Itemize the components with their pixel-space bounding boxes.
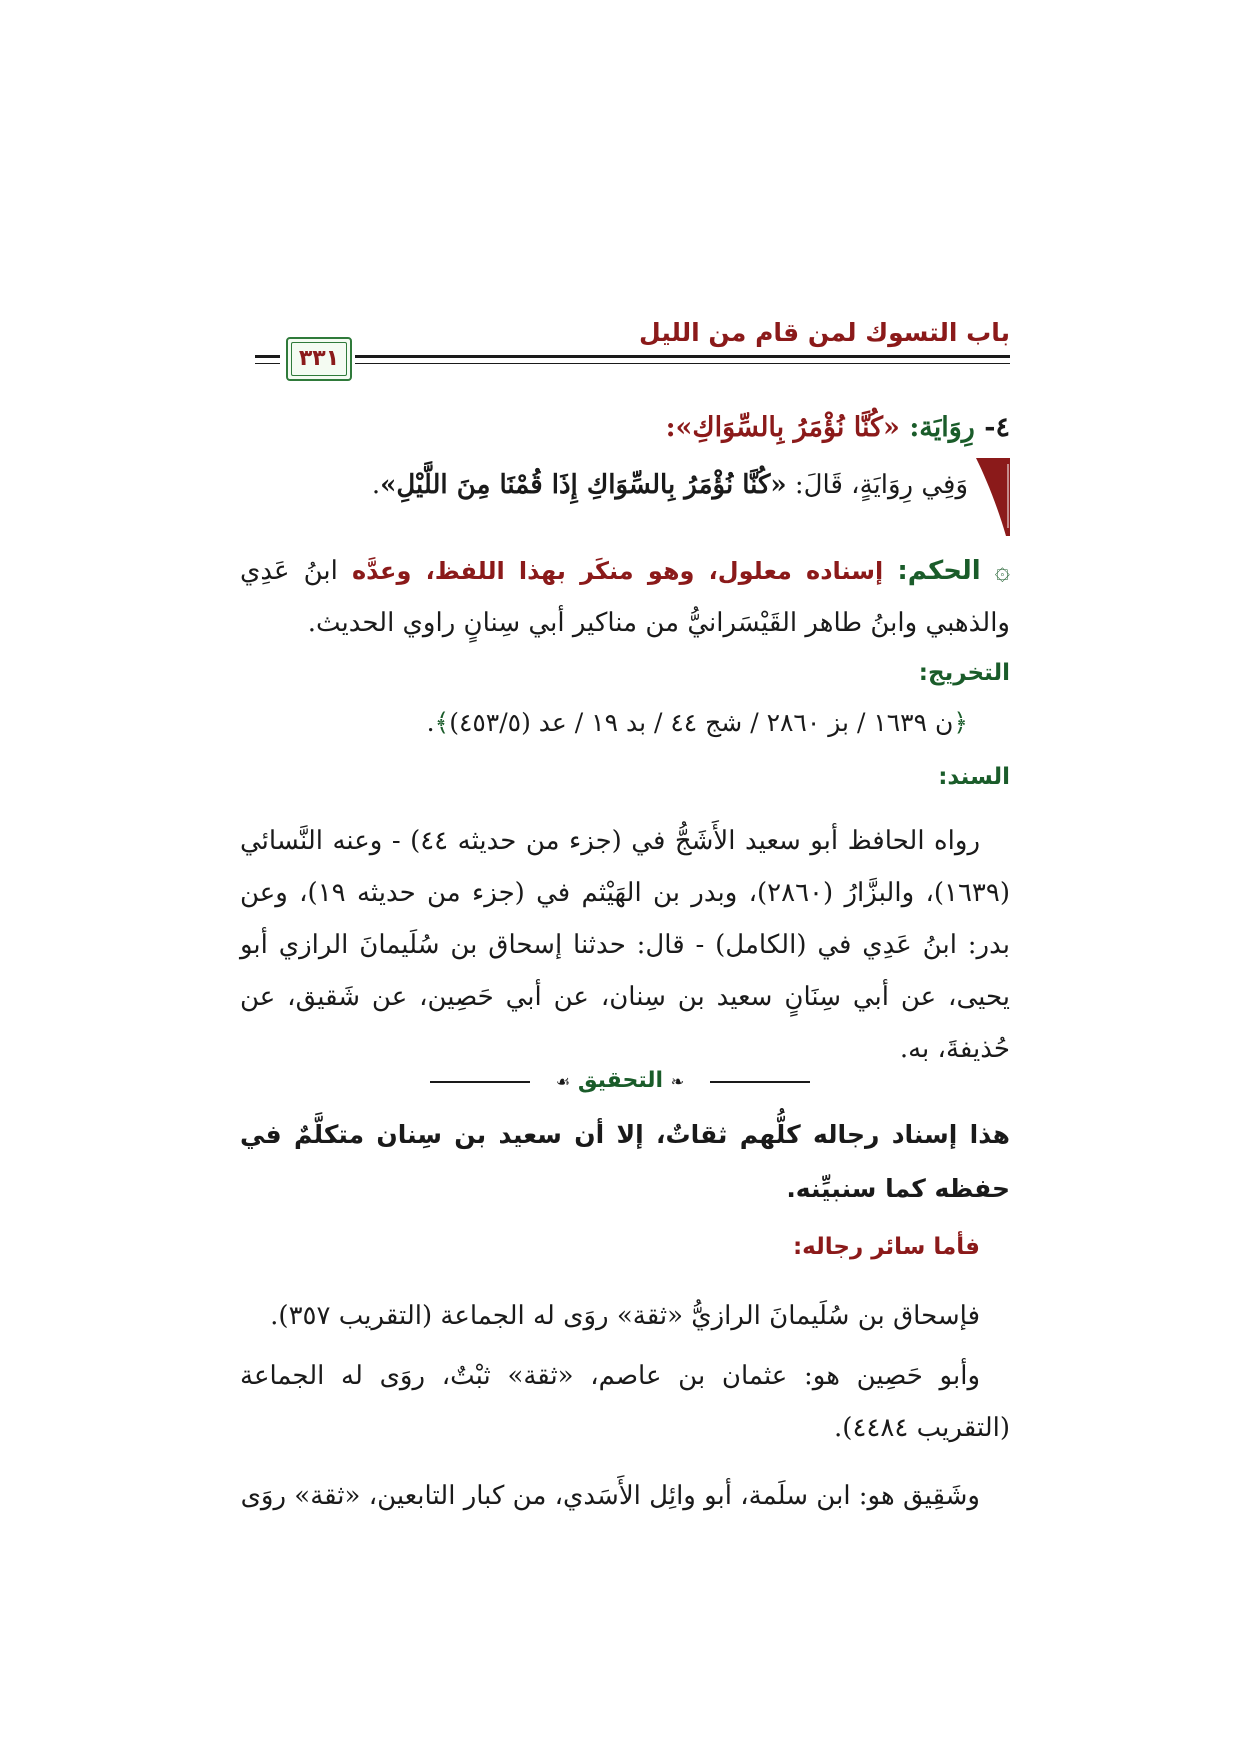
- tahqiq-paragraph: هذا إسناد رجاله كلُّهم ثقاتٌ، إلا أن سعيد بن سِنان متكلَّمٌ في حفظه كما سنبيِّنه.: [240, 1120, 1010, 1203]
- hukm-verdict: إسناده معلول، وهو منكَر بهذا اللفظ، وعدَّه: [352, 557, 884, 585]
- sanad-heading: السند:: [938, 764, 1010, 790]
- divider-line-right: [710, 1081, 810, 1083]
- section-quote: «كُنَّا نُؤْمَرُ بِالسِّوَاكِ»:: [665, 412, 900, 443]
- rijal-heading: [240, 1230, 1010, 1264]
- flower-ornament-icon: ۞: [994, 556, 1010, 586]
- takhrij-end: .: [426, 708, 435, 737]
- rijal-heading-text: فأما سائر رجاله:: [792, 1234, 980, 1260]
- rijal-paragraph-1: [240, 1290, 1010, 1342]
- sanad-paragraph: [240, 815, 1010, 1075]
- takhrij-heading: التخريج:: [918, 660, 1010, 686]
- running-header-title: باب التسوك لمن قام من الليل: [639, 318, 1010, 347]
- rijal-text-3: وشَقِيق هو: ابن سلَمة، أبو وائِل الأَسَدي، من كبار التابعين، «ثقة» روَى: [240, 1481, 980, 1511]
- header-rule-thick: [355, 355, 1010, 358]
- section-number: ٤-: [984, 412, 1010, 443]
- hukm-rest: ابنُ عَدِي والذهبي وابنُ طاهر القَيْسَرانيُّ من مناكير أبي سِنانٍ راوي الحديث.: [240, 556, 1010, 638]
- riwaya-quote: «كُنَّا نُؤْمَرُ بِالسِّوَاكِ إِذَا قُمْنَا مِنَ اللَّيْلِ»: [380, 470, 787, 500]
- sanad-text: رواه الحافظ أبو سعيد الأَشَجُّ في (جزء من حديثه ٤٤) - وعنه النَّسائي (١٦٣٩)، والبزَّارُ (٢٨٦٠)، وبدر بن الهَيْثم في (جزء من حديثه ١٩)، وعن بدر: ابنُ عَدِي في (الكامل) - قال: حدثنا إسحاق بن سُلَيمانَ الرازي أبو يحيى، عن أبي سِنَانٍ سعيد بن سِنان، عن أبي حَصِين، عن شَقيق، عن حُذيفةَ، به.: [240, 826, 1010, 1064]
- header-rule-left-thin: [255, 363, 280, 364]
- section-heading: [240, 408, 1010, 448]
- takhrij-text: ن ١٦٣٩ / بز ٢٨٦٠ / شج ٤٤ / بد ١٩ / عد (٤٥٣/٥): [449, 708, 954, 737]
- tahqiq-heading: التحقيق: [577, 1068, 664, 1093]
- takhrij-close-bracket: ﴾: [434, 708, 450, 737]
- takhrij-open-bracket: ﴿: [953, 708, 968, 737]
- section-word: رِوَايَة:: [909, 412, 975, 443]
- rijal-paragraph-2: [240, 1350, 1010, 1454]
- tahqiq-heading-wrap: [530, 1066, 710, 1097]
- rijal-text-2: وأبو حَصِين هو: عثمان بن عاصم، «ثقة» ثبْتٌ، روَى له الجماعة (التقريب ٤٤٨٤).: [240, 1361, 1010, 1443]
- divider-ornament-icon: ❧: [670, 1072, 685, 1091]
- rijal-text-1: فإسحاق بن سُلَيمانَ الرازيُّ «ثقة» روَى له الجماعة (التقريب ٣٥٧).: [270, 1301, 980, 1331]
- header-rule-thin: [355, 363, 1010, 364]
- riwaya-line: [238, 465, 968, 505]
- hukm-label: الحكم:: [897, 556, 981, 586]
- takhrij-line: [238, 703, 968, 743]
- tahqiq-divider: [430, 1066, 810, 1096]
- riwaya-end: .: [371, 470, 381, 500]
- divider-ornament-icon: ☙: [555, 1072, 571, 1091]
- rijal-paragraph-3: [240, 1470, 1010, 1522]
- divider-line-left: [430, 1081, 530, 1083]
- hukm-paragraph: [240, 545, 1010, 649]
- page-number: ٣٣١: [298, 346, 340, 371]
- page-number-frame: [286, 337, 352, 381]
- header-rule-left-thick: [255, 355, 280, 358]
- riwaya-intro: وَفِي رِوَايَةٍ، قَالَ:: [794, 470, 968, 500]
- corner-ornament-icon: [976, 458, 1010, 536]
